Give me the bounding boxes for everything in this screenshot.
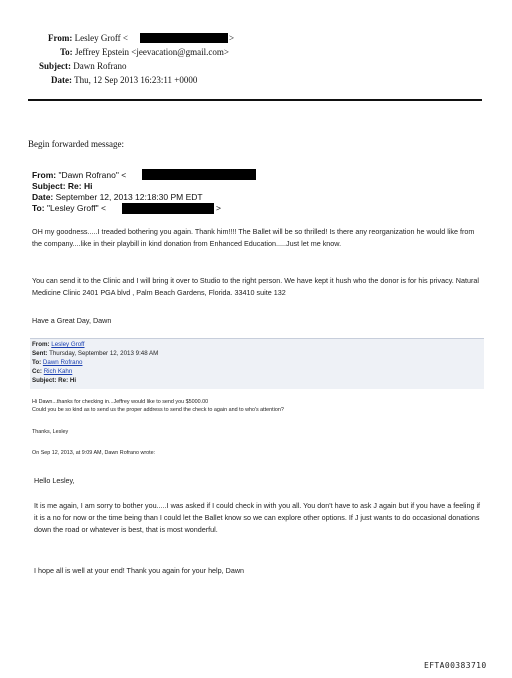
fwd-to-value: "Lesley Groff" < bbox=[46, 203, 106, 213]
fwd-from-row bbox=[32, 170, 126, 180]
fwd-to-label: To: bbox=[32, 203, 45, 213]
outer-to-label: To: bbox=[60, 47, 73, 57]
body-signoff: Have a Great Day, Dawn bbox=[32, 316, 112, 325]
quoted-to-row bbox=[32, 358, 82, 367]
quoted-cc-label: Cc: bbox=[32, 368, 42, 375]
quoted-wrote-line: On Sep 12, 2013, at 9:09 AM, Dawn Rofrano wrote: bbox=[32, 450, 156, 456]
fwd-from-label: From: bbox=[32, 170, 57, 180]
outer-subject-label: Subject: bbox=[39, 61, 71, 71]
quoted-from-link[interactable]: Lesley Groff bbox=[51, 341, 85, 348]
fwd-from-value: "Dawn Rofrano" < bbox=[58, 170, 127, 180]
outer-date-row bbox=[51, 75, 197, 85]
quoted-line-2: Could you be so kind as to send us the proper address to send the check to again and to who's attention? bbox=[32, 407, 284, 413]
fwd-subject-label: Subject: bbox=[32, 181, 66, 191]
fwd-subject-value: Re: Hi bbox=[67, 181, 93, 191]
quoted-cc-row bbox=[32, 367, 72, 376]
quoted-from-label: From: bbox=[32, 341, 50, 348]
outer-date-label: Date: bbox=[51, 75, 72, 85]
quoted-subject-label: Subject: bbox=[32, 377, 57, 384]
quoted-header-block bbox=[30, 338, 484, 389]
quoted-subject-row bbox=[32, 376, 76, 385]
original-greeting: Hello Lesley, bbox=[34, 476, 75, 485]
outer-subject-value: Dawn Rofrano bbox=[73, 61, 127, 71]
quoted-line-1: Hi Dawn...thanks for checking in...Jeffrey would like to send you $5000.00 bbox=[32, 399, 209, 405]
body-paragraph-1: OH my goodness.....I treaded bothering you again. Thank him!!!! The Ballet will be so thrilled! Is there any reorganization he would like from the company....like in their playbill in kind donation from Enhanced Education.....Just let me know. bbox=[32, 227, 475, 248]
outer-to-row bbox=[60, 47, 229, 57]
quoted-thanks: Thanks, Lesley bbox=[32, 429, 69, 435]
forward-line: Begin forwarded message: bbox=[28, 139, 124, 149]
header-divider bbox=[28, 99, 482, 101]
quoted-cc-link[interactable]: Rich Kahn bbox=[43, 368, 73, 375]
quoted-sent-row bbox=[32, 349, 158, 358]
outer-date-value: Thu, 12 Sep 2013 16:23:11 +0000 bbox=[74, 75, 198, 85]
fwd-to-row bbox=[32, 203, 106, 213]
document-id: EFTA00383710 bbox=[424, 661, 487, 670]
fwd-date-label: Date: bbox=[32, 192, 54, 202]
outer-subject-row bbox=[39, 61, 127, 71]
outer-from-label: From: bbox=[48, 33, 73, 43]
fwd-date-value: September 12, 2013 12:18:30 PM EDT bbox=[55, 192, 203, 202]
body-paragraph-2: You can send it to the Clinic and I will bring it over to Studio to the right person. We have kept it hush who the donor is for his privacy. Natural Medicine Clinic 2401 PGA blvd , Palm Beach Gardens, Florida. 33410 suite 132 bbox=[32, 276, 479, 297]
original-paragraph-1: It is me again, I am sorry to bother you.....I was asked if I could check in with you all. You don't have to ask J again but if you have a feeling if it is a no for now or the time being than I could let the Ballet know so we can explore other options. If J just wants to do occasional donations down the road or whatever is best, that is most wonderful. bbox=[34, 501, 481, 534]
quoted-from-row bbox=[32, 340, 85, 349]
outer-from-value: Lesley Groff < bbox=[74, 33, 128, 43]
outer-to-value: Jeffrey Epstein <jeevacation@gmail.com> bbox=[74, 47, 229, 57]
fwd-to-close: > bbox=[216, 203, 221, 213]
quoted-sent-label: Sent: bbox=[32, 350, 48, 357]
original-paragraph-2: I hope all is well at your end! Thank you again for your help, Dawn bbox=[34, 566, 245, 575]
fwd-subject-row bbox=[32, 181, 92, 191]
outer-from-close: > bbox=[229, 33, 235, 43]
redaction-bar bbox=[122, 203, 214, 214]
redaction-bar bbox=[140, 33, 228, 43]
quoted-sent-value: Thursday, September 12, 2013 9:48 AM bbox=[49, 350, 159, 357]
redaction-bar bbox=[142, 169, 256, 180]
quoted-to-link[interactable]: Dawn Rofrano bbox=[42, 359, 83, 366]
outer-from-row bbox=[48, 33, 128, 43]
fwd-date-row bbox=[32, 192, 203, 202]
quoted-subject-value: Re: Hi bbox=[58, 377, 77, 384]
quoted-to-label: To: bbox=[32, 359, 42, 366]
